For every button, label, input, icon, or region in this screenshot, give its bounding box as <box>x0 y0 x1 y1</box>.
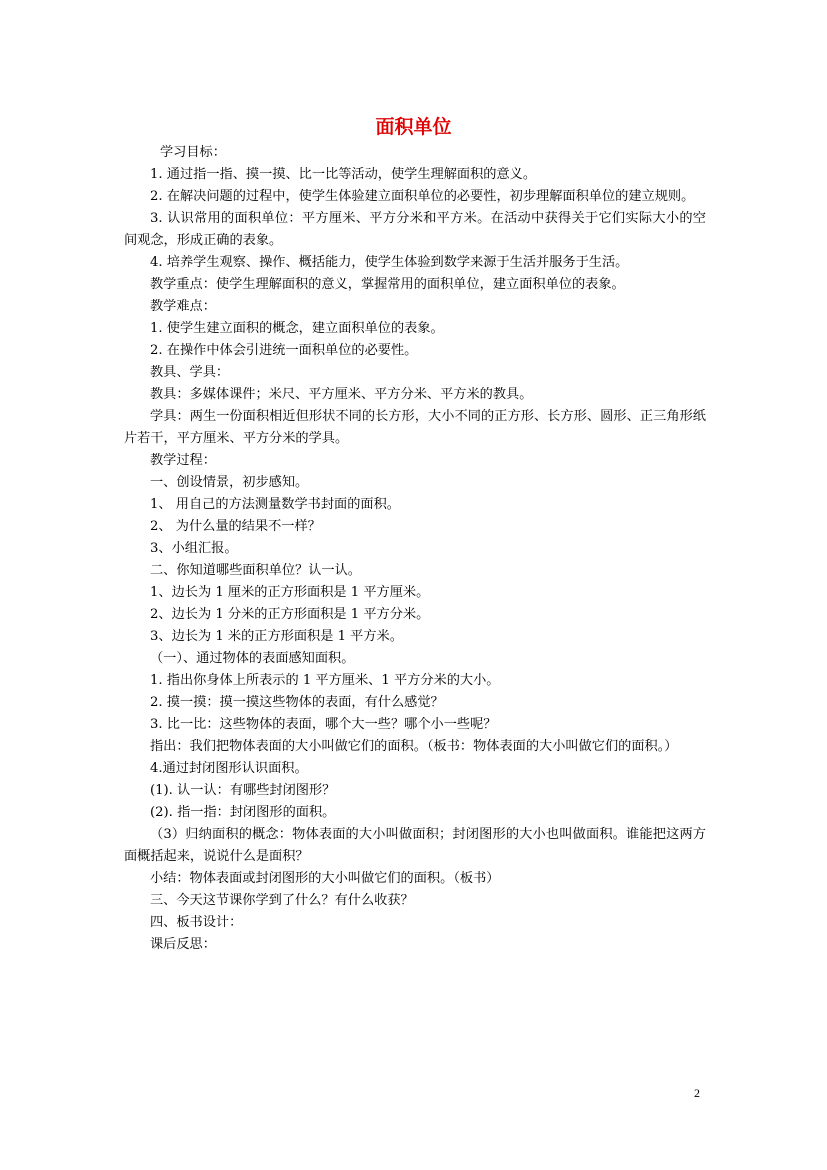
paragraph-line: 1、 用自己的方法测量数学书封面的面积。 <box>150 497 400 512</box>
paragraph-line: 1. 使学生建立面积的概念，建立面积单位的表象。 <box>150 321 444 336</box>
paragraph-line: 3、边长为 1 米的正方形面积是 1 平方米。 <box>150 629 403 644</box>
paragraph-line: 3. 认识常用的面积单位：平方厘米、平方分米和平方米。在活动中获得关于它们实际大小的空间观念，形成正确的表象。 <box>124 211 706 248</box>
paragraph-line: 3、小组汇报。 <box>150 541 238 556</box>
paragraph-line: 1. 指出你身体上所表示的 1 平方厘米、1 平方分米的大小。 <box>150 673 500 688</box>
paragraph-line: 2、 为什么量的结果不一样？ <box>150 519 321 534</box>
paragraph-line: 小结：物体表面或封闭图形的大小叫做它们的面积。（板书） <box>150 871 500 886</box>
paragraph-line: 3. 比一比：这些物体的表面，哪个大一些？哪个小一些呢？ <box>150 717 497 732</box>
paragraph-line: 1、边长为 1 厘米的正方形面积是 1 平方厘米。 <box>150 585 430 600</box>
paragraph-line: 教学重点：使学生理解面积的意义，掌握常用的面积单位，建立面积单位的表象。 <box>150 277 625 292</box>
document-body <box>124 142 706 956</box>
paragraph-line: 教具、学具： <box>150 365 230 380</box>
paragraph-line: 一、创设情景，初步感知。 <box>150 475 309 490</box>
paragraph-line: 教具：多媒体课件；米尺、平方厘米、平方分米、平方米的教具。 <box>150 387 533 402</box>
paragraph-line: 4. 培养学生观察、操作、概括能力，使学生体验到数学来源于生活并服务于生活。 <box>150 255 629 270</box>
paragraph-line: 指出：我们把物体表面的大小叫做它们的面积。（板书：物体表面的大小叫做它们的面积。） <box>150 739 678 754</box>
paragraph-line: 2. 在操作中体会引进统一面积单位的必要性。 <box>150 343 418 358</box>
paragraph-line: 2、边长为 1 分米的正方形面积是 1 平方分米。 <box>150 607 430 622</box>
paragraph-line: (2). 指一指：封闭图形的面积。 <box>150 805 336 820</box>
paragraph-line: 4.通过封闭图形认识面积。 <box>150 761 308 776</box>
paragraph-line: 1. 通过指一指、摸一摸、比一比等活动，使学生理解面积的意义。 <box>150 167 537 182</box>
paragraph-line: 教学过程： <box>150 453 216 468</box>
paragraph-line: （一）、通过物体的表面感知面积。 <box>150 651 355 666</box>
paragraph-line: 学习目标： <box>160 145 226 160</box>
paragraph-line: （3）归纳面积的概念：物体表面的大小叫做面积；封闭图形的大小也叫做面积。谁能把这两方面概括起来，说说什么是面积？ <box>124 827 706 864</box>
paragraph-line: 教学难点： <box>150 299 216 314</box>
paragraph-line: 课后反思： <box>150 937 216 952</box>
paragraph-line: (1). 认一认：有哪些封闭图形？ <box>150 783 336 798</box>
paragraph-line: 学具：两生一份面积相近但形状不同的长方形，大小不同的正方形、长方形、圆形、正三角形纸片若干，平方厘米、平方分米的学具。 <box>124 409 706 446</box>
document-title: 面积单位 <box>375 116 452 138</box>
page-number: 2 <box>694 1086 700 1100</box>
paragraph-line: 四、板书设计： <box>150 915 243 930</box>
paragraph-line: 二、你知道哪些面积单位？认一认。 <box>150 563 361 578</box>
paragraph-line: 三、今天这节课你学到了什么？有什么收获？ <box>150 893 414 908</box>
paragraph-line: 2. 摸一摸：摸一摸这些物体的表面，有什么感觉？ <box>150 695 444 710</box>
paragraph-line: 2. 在解决问题的过程中，使学生体验建立面积单位的必要性，初步理解面积单位的建立规则。 <box>150 189 695 204</box>
